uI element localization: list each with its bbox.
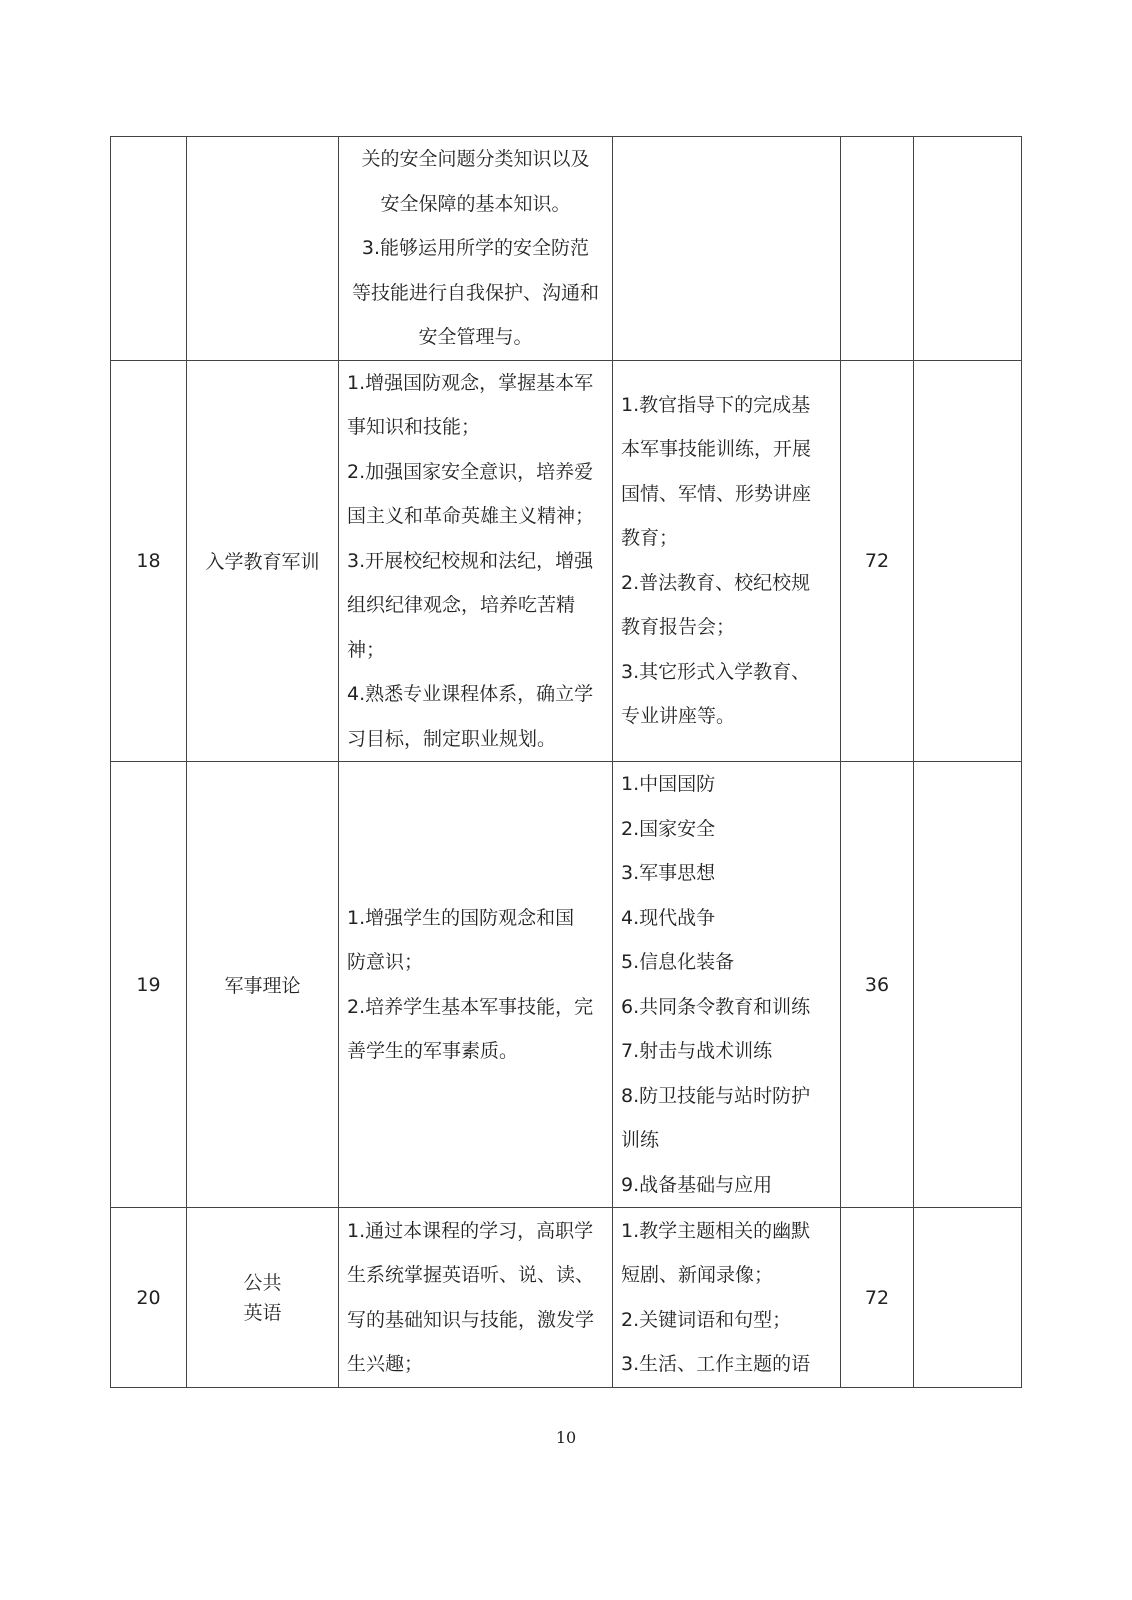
content-line: 3.军事思想 xyxy=(621,862,716,884)
content-line: 3.生活、工作主题的语 xyxy=(621,1353,811,1375)
course-number: 18 xyxy=(136,549,161,572)
course-name: 入学教育军训 xyxy=(205,551,320,574)
content-line: 1.中国国防 xyxy=(621,773,716,795)
course-hours-cell xyxy=(841,137,914,361)
course-number: 20 xyxy=(136,1286,161,1309)
goal-line: 3.开展校纪校规和法纪，增强 xyxy=(347,549,594,572)
content-line: 2.国家安全 xyxy=(621,817,716,840)
course-number-cell xyxy=(111,360,187,762)
course-hours: 36 xyxy=(864,973,890,996)
content-line: 2.关键词语和句型； xyxy=(621,1308,792,1331)
goal-line: 2.加强国家安全意识，培养爱 xyxy=(347,460,594,483)
content-line: 国情、军情、形势讲座 xyxy=(621,482,812,505)
course-goals-list xyxy=(347,896,604,1074)
course-number: 19 xyxy=(136,973,161,996)
course-table xyxy=(110,136,1022,1388)
course-content-list xyxy=(621,383,832,739)
goal-line: 事知识和技能； xyxy=(347,416,481,438)
course-number-cell xyxy=(111,137,187,361)
goal-line: 生兴趣； xyxy=(347,1353,424,1375)
course-content-cell xyxy=(613,360,841,762)
content-line: 训练 xyxy=(621,1129,660,1151)
content-line: 教育报告会； xyxy=(621,616,736,639)
content-line: 短剧、新闻录像； xyxy=(621,1264,774,1286)
course-note-cell xyxy=(914,1208,1022,1388)
course-number-cell xyxy=(111,1208,187,1388)
goal-line: 安全管理与。 xyxy=(418,326,533,348)
content-line: 6.共同条令教育和训练 xyxy=(621,995,811,1018)
goal-line: 关的安全问题分类知识以及 xyxy=(361,148,590,170)
course-number-cell xyxy=(111,762,187,1208)
course-name-line: 公共 xyxy=(243,1271,282,1294)
goal-line: 国主义和革命英雄主义精神； xyxy=(347,505,595,527)
course-goals-cell xyxy=(339,360,613,762)
content-line: 本军事技能训练，开展 xyxy=(621,438,812,461)
goal-line: 1.通过本课程的学习，高职学 xyxy=(347,1219,594,1242)
table-row xyxy=(111,762,1022,1208)
course-hours-cell xyxy=(841,1208,914,1388)
table-row xyxy=(111,137,1022,361)
goal-line: 等技能进行自我保护、沟通和 xyxy=(351,281,599,304)
goal-line: 写的基础知识与技能，激发学 xyxy=(347,1308,595,1331)
goal-line: 善学生的军事素质。 xyxy=(347,1040,519,1062)
content-line: 7.射击与战术训练 xyxy=(621,1040,773,1062)
course-content-cell xyxy=(613,762,841,1208)
goal-line: 1.增强学生的国防观念和国 xyxy=(347,906,575,929)
content-line: 教育； xyxy=(621,527,679,550)
course-name: 军事理论 xyxy=(224,975,301,997)
goal-line: 3.能够运用所学的安全防范 xyxy=(361,237,590,259)
content-line: 3.其它形式入学教育、 xyxy=(621,660,811,683)
table-row xyxy=(111,360,1022,762)
goal-line: 组织纪律观念，培养吃苦精 xyxy=(347,594,576,616)
course-note-cell xyxy=(914,762,1022,1208)
content-line: 1.教学主题相关的幽默 xyxy=(621,1219,811,1242)
course-name-line: 英语 xyxy=(243,1301,282,1324)
course-hours: 72 xyxy=(864,549,890,572)
course-name-cell xyxy=(187,137,339,361)
content-line: 8.防卫技能与站时防护 xyxy=(621,1084,811,1107)
course-goals-cell xyxy=(339,137,613,361)
course-table-body xyxy=(111,137,1022,1388)
course-goals-cell xyxy=(339,1208,613,1388)
goal-line: 习目标，制定职业规划。 xyxy=(347,727,557,750)
goal-line: 神； xyxy=(347,638,386,661)
course-name-cell xyxy=(187,762,339,1208)
course-content-list xyxy=(621,1209,832,1387)
content-line: 4.现代战争 xyxy=(621,906,716,929)
course-content-cell xyxy=(613,1208,841,1388)
course-note-cell xyxy=(914,137,1022,361)
course-hours-cell xyxy=(841,762,914,1208)
table-row xyxy=(111,1208,1022,1388)
page-number: 10 xyxy=(555,1428,577,1447)
content-line: 5.信息化装备 xyxy=(621,951,735,973)
course-goals-list xyxy=(347,137,604,360)
course-goals-list xyxy=(347,361,604,762)
goal-line: 生系统掌握英语听、说、读、 xyxy=(347,1264,595,1286)
goal-line: 安全保障的基本知识。 xyxy=(380,192,571,215)
course-content-list xyxy=(621,762,832,1207)
course-goals-list xyxy=(347,1209,604,1387)
course-hours: 72 xyxy=(864,1286,890,1309)
course-hours-cell xyxy=(841,360,914,762)
goal-line: 防意识； xyxy=(347,951,424,973)
course-goals-cell xyxy=(339,762,613,1208)
course-name xyxy=(187,1268,338,1328)
content-line: 1.教官指导下的完成基 xyxy=(621,393,811,416)
content-line: 9.战备基础与应用 xyxy=(621,1173,773,1196)
course-name-cell xyxy=(187,1208,339,1388)
content-line: 2.普法教育、校纪校规 xyxy=(621,571,811,594)
goal-line: 1.增强国防观念，掌握基本军 xyxy=(347,371,594,394)
course-content-cell xyxy=(613,137,841,361)
goal-line: 2.培养学生基本军事技能，完 xyxy=(347,995,594,1018)
course-note-cell xyxy=(914,360,1022,762)
course-name-cell xyxy=(187,360,339,762)
goal-line: 4.熟悉专业课程体系，确立学 xyxy=(347,683,594,705)
content-line: 专业讲座等。 xyxy=(621,705,736,728)
